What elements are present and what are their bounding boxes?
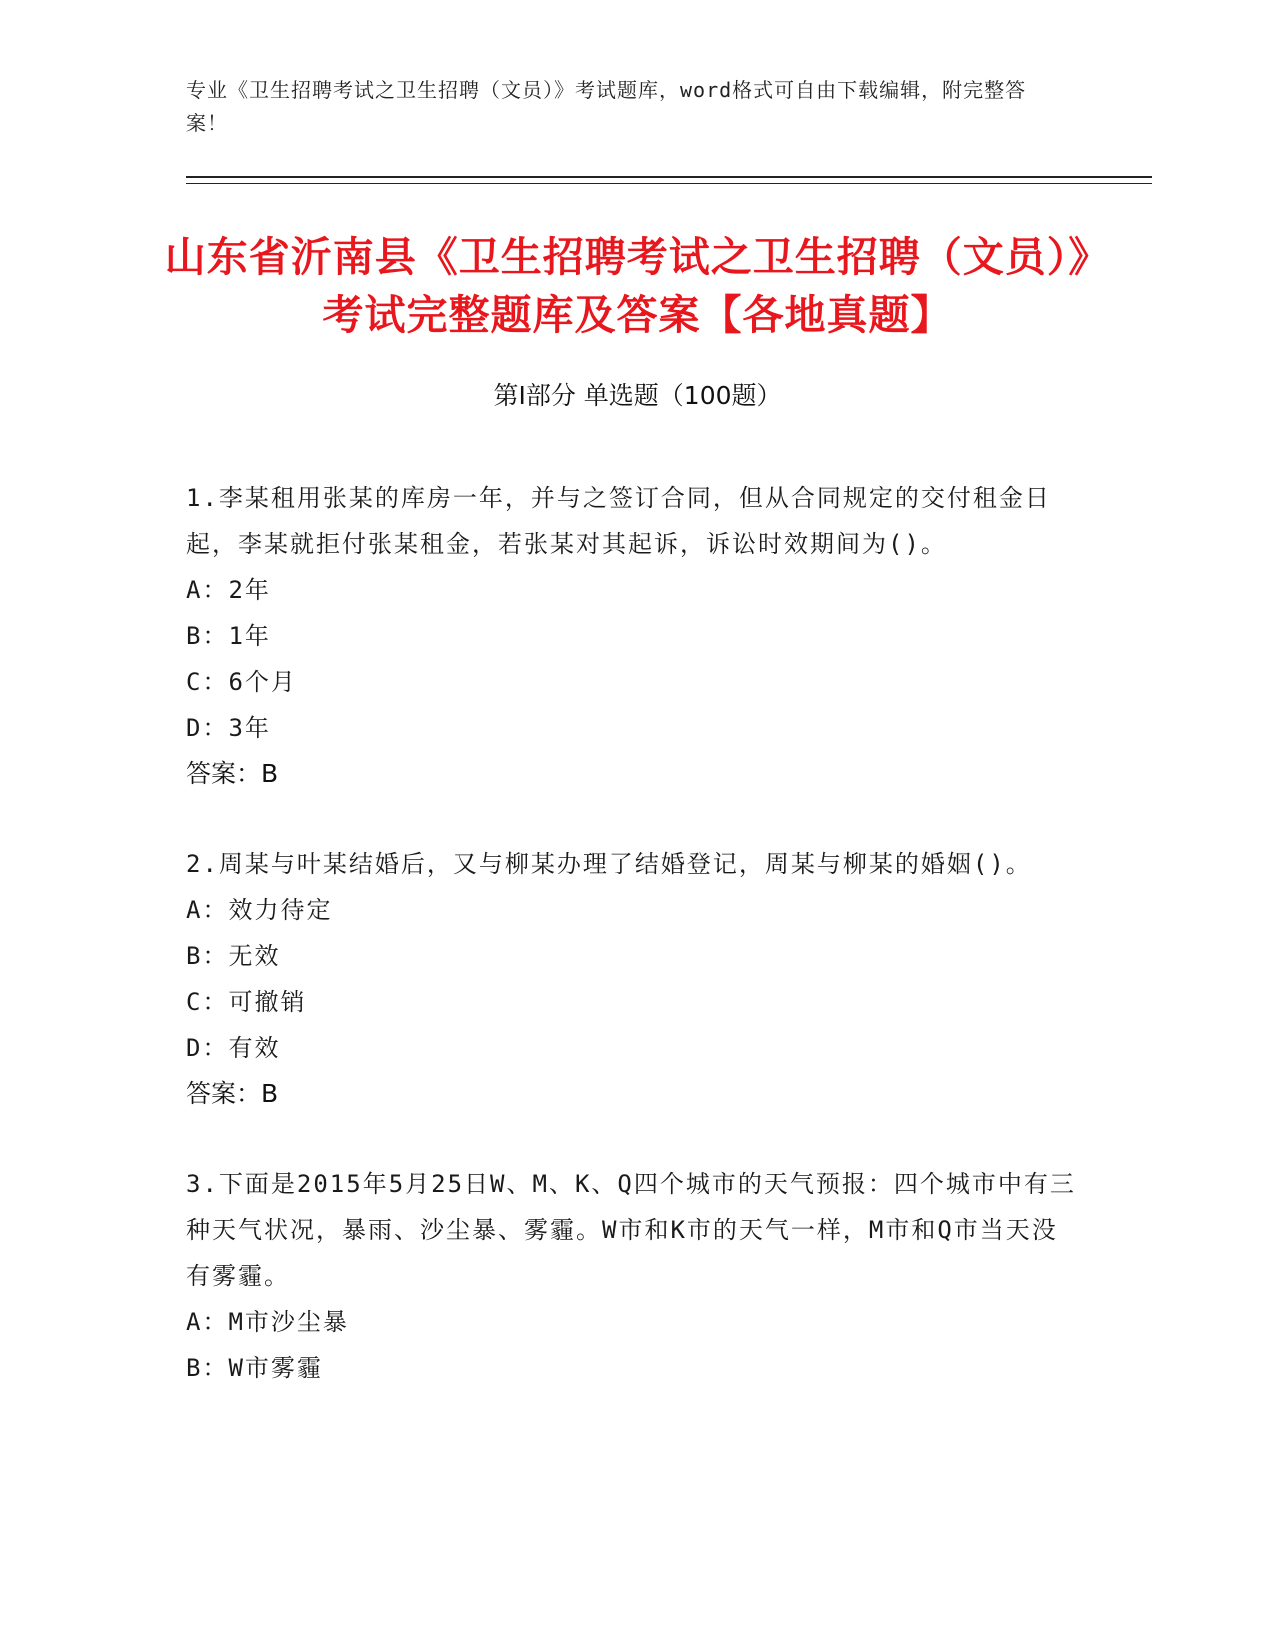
option-d: D：3年: [186, 714, 271, 742]
answer-line: [186, 1071, 1076, 1117]
answer-value: B: [261, 759, 279, 788]
option-c: C：6个月: [186, 668, 297, 696]
question-stem: 3.下面是2015年5月25日W、M、K、Q四个城市的天气预报：四个城市中有三种天气状况，暴雨、沙尘暴、雾霾。W市和K市的天气一样，M市和Q市当天没有雾霾。: [186, 1170, 1076, 1290]
header-divider-top: [186, 176, 1152, 178]
option-a: A：M市沙尘暴: [186, 1308, 349, 1336]
option-a: A：效力待定: [186, 896, 333, 924]
question-list: [186, 475, 1076, 1435]
option-b: B：无效: [186, 942, 281, 970]
question-stem: 2.周某与叶某结婚后，又与柳某办理了结婚登记，周某与柳某的婚姻()。: [186, 850, 1032, 878]
question-stem: 1.李某租用张某的库房一年，并与之签订合同，但从合同规定的交付租金日起，李某就拒付张某租金，若张某对其起诉，诉讼时效期间为()。: [186, 484, 1051, 558]
answer-line: [186, 751, 1076, 797]
section-title: 第Ⅰ部分 单选题（100题）: [493, 381, 782, 410]
option-b: B：1年: [186, 622, 271, 650]
option-c: C：可撤销: [186, 988, 307, 1016]
option-a: A：2年: [186, 576, 271, 604]
option-d: D：有效: [186, 1034, 281, 1062]
answer-label: 答案：: [186, 759, 262, 788]
question-3: [186, 1161, 1076, 1391]
option-b: B：W市雾霾: [186, 1354, 323, 1382]
question-2: [186, 841, 1076, 1117]
answer-value: B: [261, 1079, 279, 1108]
answer-label: 答案：: [186, 1079, 262, 1108]
header-divider-bottom: [186, 183, 1152, 184]
document-title: 山东省沂南县《卫生招聘考试之卫生招聘（文员）》考试完整题库及答案【各地真题】: [164, 233, 1111, 339]
question-1: [186, 475, 1076, 797]
header-note: 专业《卫生招聘考试之卫生招聘（文员）》考试题库，word格式可自由下载编辑，附完整答案！: [186, 78, 1027, 135]
